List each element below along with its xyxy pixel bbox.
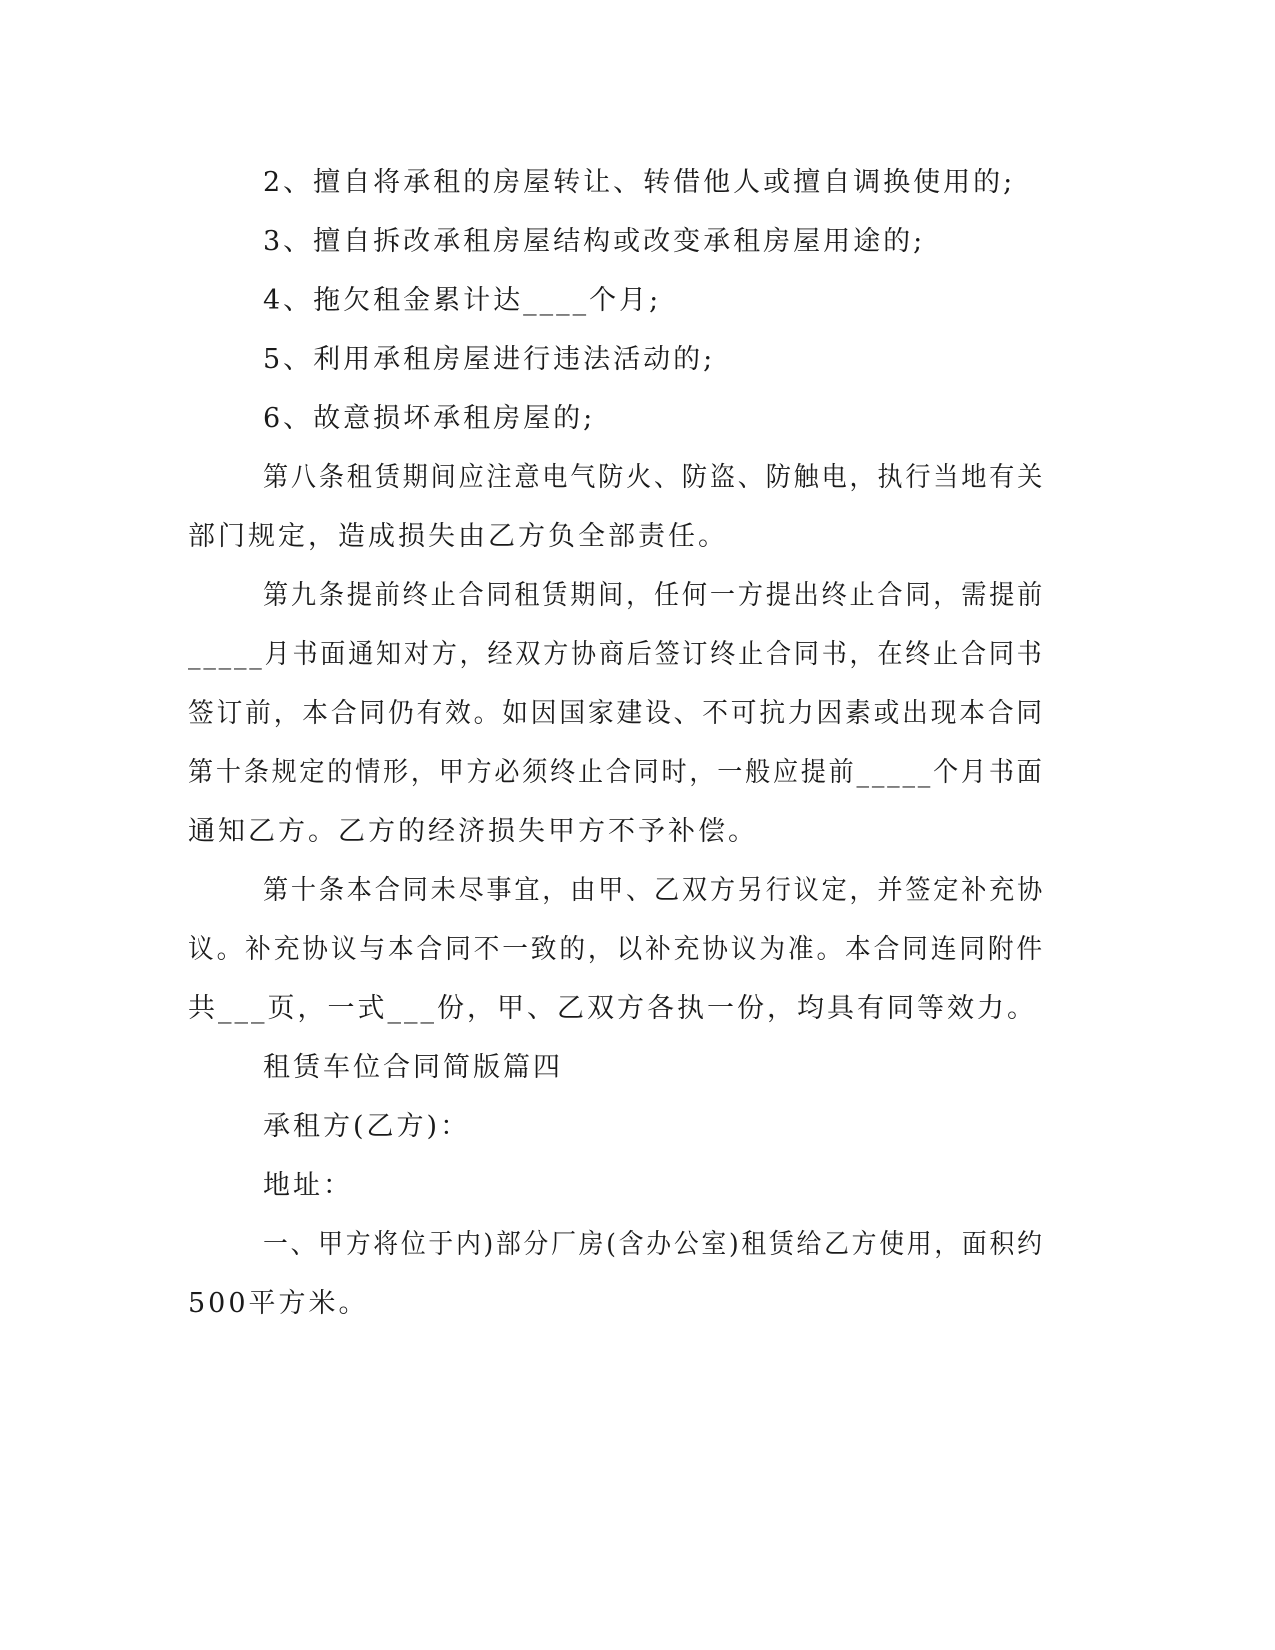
clause-one-line-1: 一、甲方将位于内)部分厂房(含办公室)租赁给乙方使用，面积约 [263, 1229, 1045, 1260]
article-10-line-2: 议。补充协议与本合同不一致的，以补充协议为准。本合同连同附件 [188, 934, 1045, 965]
section-heading: 租赁车位合同简版篇四 [263, 1052, 563, 1083]
lessee-line: 承租方(乙方)： [263, 1111, 471, 1142]
article-9-line-4: 第十条规定的情形，甲方必须终止合同时，一般应提前_____个月书面 [188, 757, 1045, 788]
article-9-line-3: 签订前，本合同仍有效。如因国家建设、不可抗力因素或出现本合同 [188, 698, 1045, 729]
clause-item-2: 2、擅自将承租的房屋转让、转借他人或擅自调换使用的; [263, 167, 1016, 198]
article-9-line-5: 通知乙方。乙方的经济损失甲方不予补偿。 [188, 816, 758, 847]
clause-item-6: 6、故意损坏承租房屋的; [263, 403, 596, 434]
clause-one-line-2: 500平方米。 [188, 1288, 369, 1319]
clause-item-5: 5、利用承租房屋进行违法活动的; [263, 344, 716, 375]
article-8-line-1: 第八条租赁期间应注意电气防火、防盗、防触电，执行当地有关 [263, 462, 1045, 493]
clause-item-4: 4、拖欠租金累计达____个月; [263, 285, 662, 316]
article-10-line-1: 第十条本合同未尽事宜，由甲、乙双方另行议定，并签定补充协 [263, 875, 1045, 906]
clause-item-3: 3、擅自拆改承租房屋结构或改变承租房屋用途的; [263, 226, 926, 257]
article-10-line-3: 共___页，一式___份，甲、乙双方各执一份，均具有同等效力。 [188, 993, 1037, 1024]
article-8-line-2: 部门规定，造成损失由乙方负全部责任。 [188, 521, 728, 552]
article-9-line-1: 第九条提前终止合同租赁期间，任何一方提出终止合同，需提前 [263, 580, 1045, 611]
article-9-line-2: _____月书面通知对方，经双方协商后签订终止合同书，在终止合同书 [188, 639, 1045, 670]
address-line: 地址： [263, 1170, 353, 1201]
